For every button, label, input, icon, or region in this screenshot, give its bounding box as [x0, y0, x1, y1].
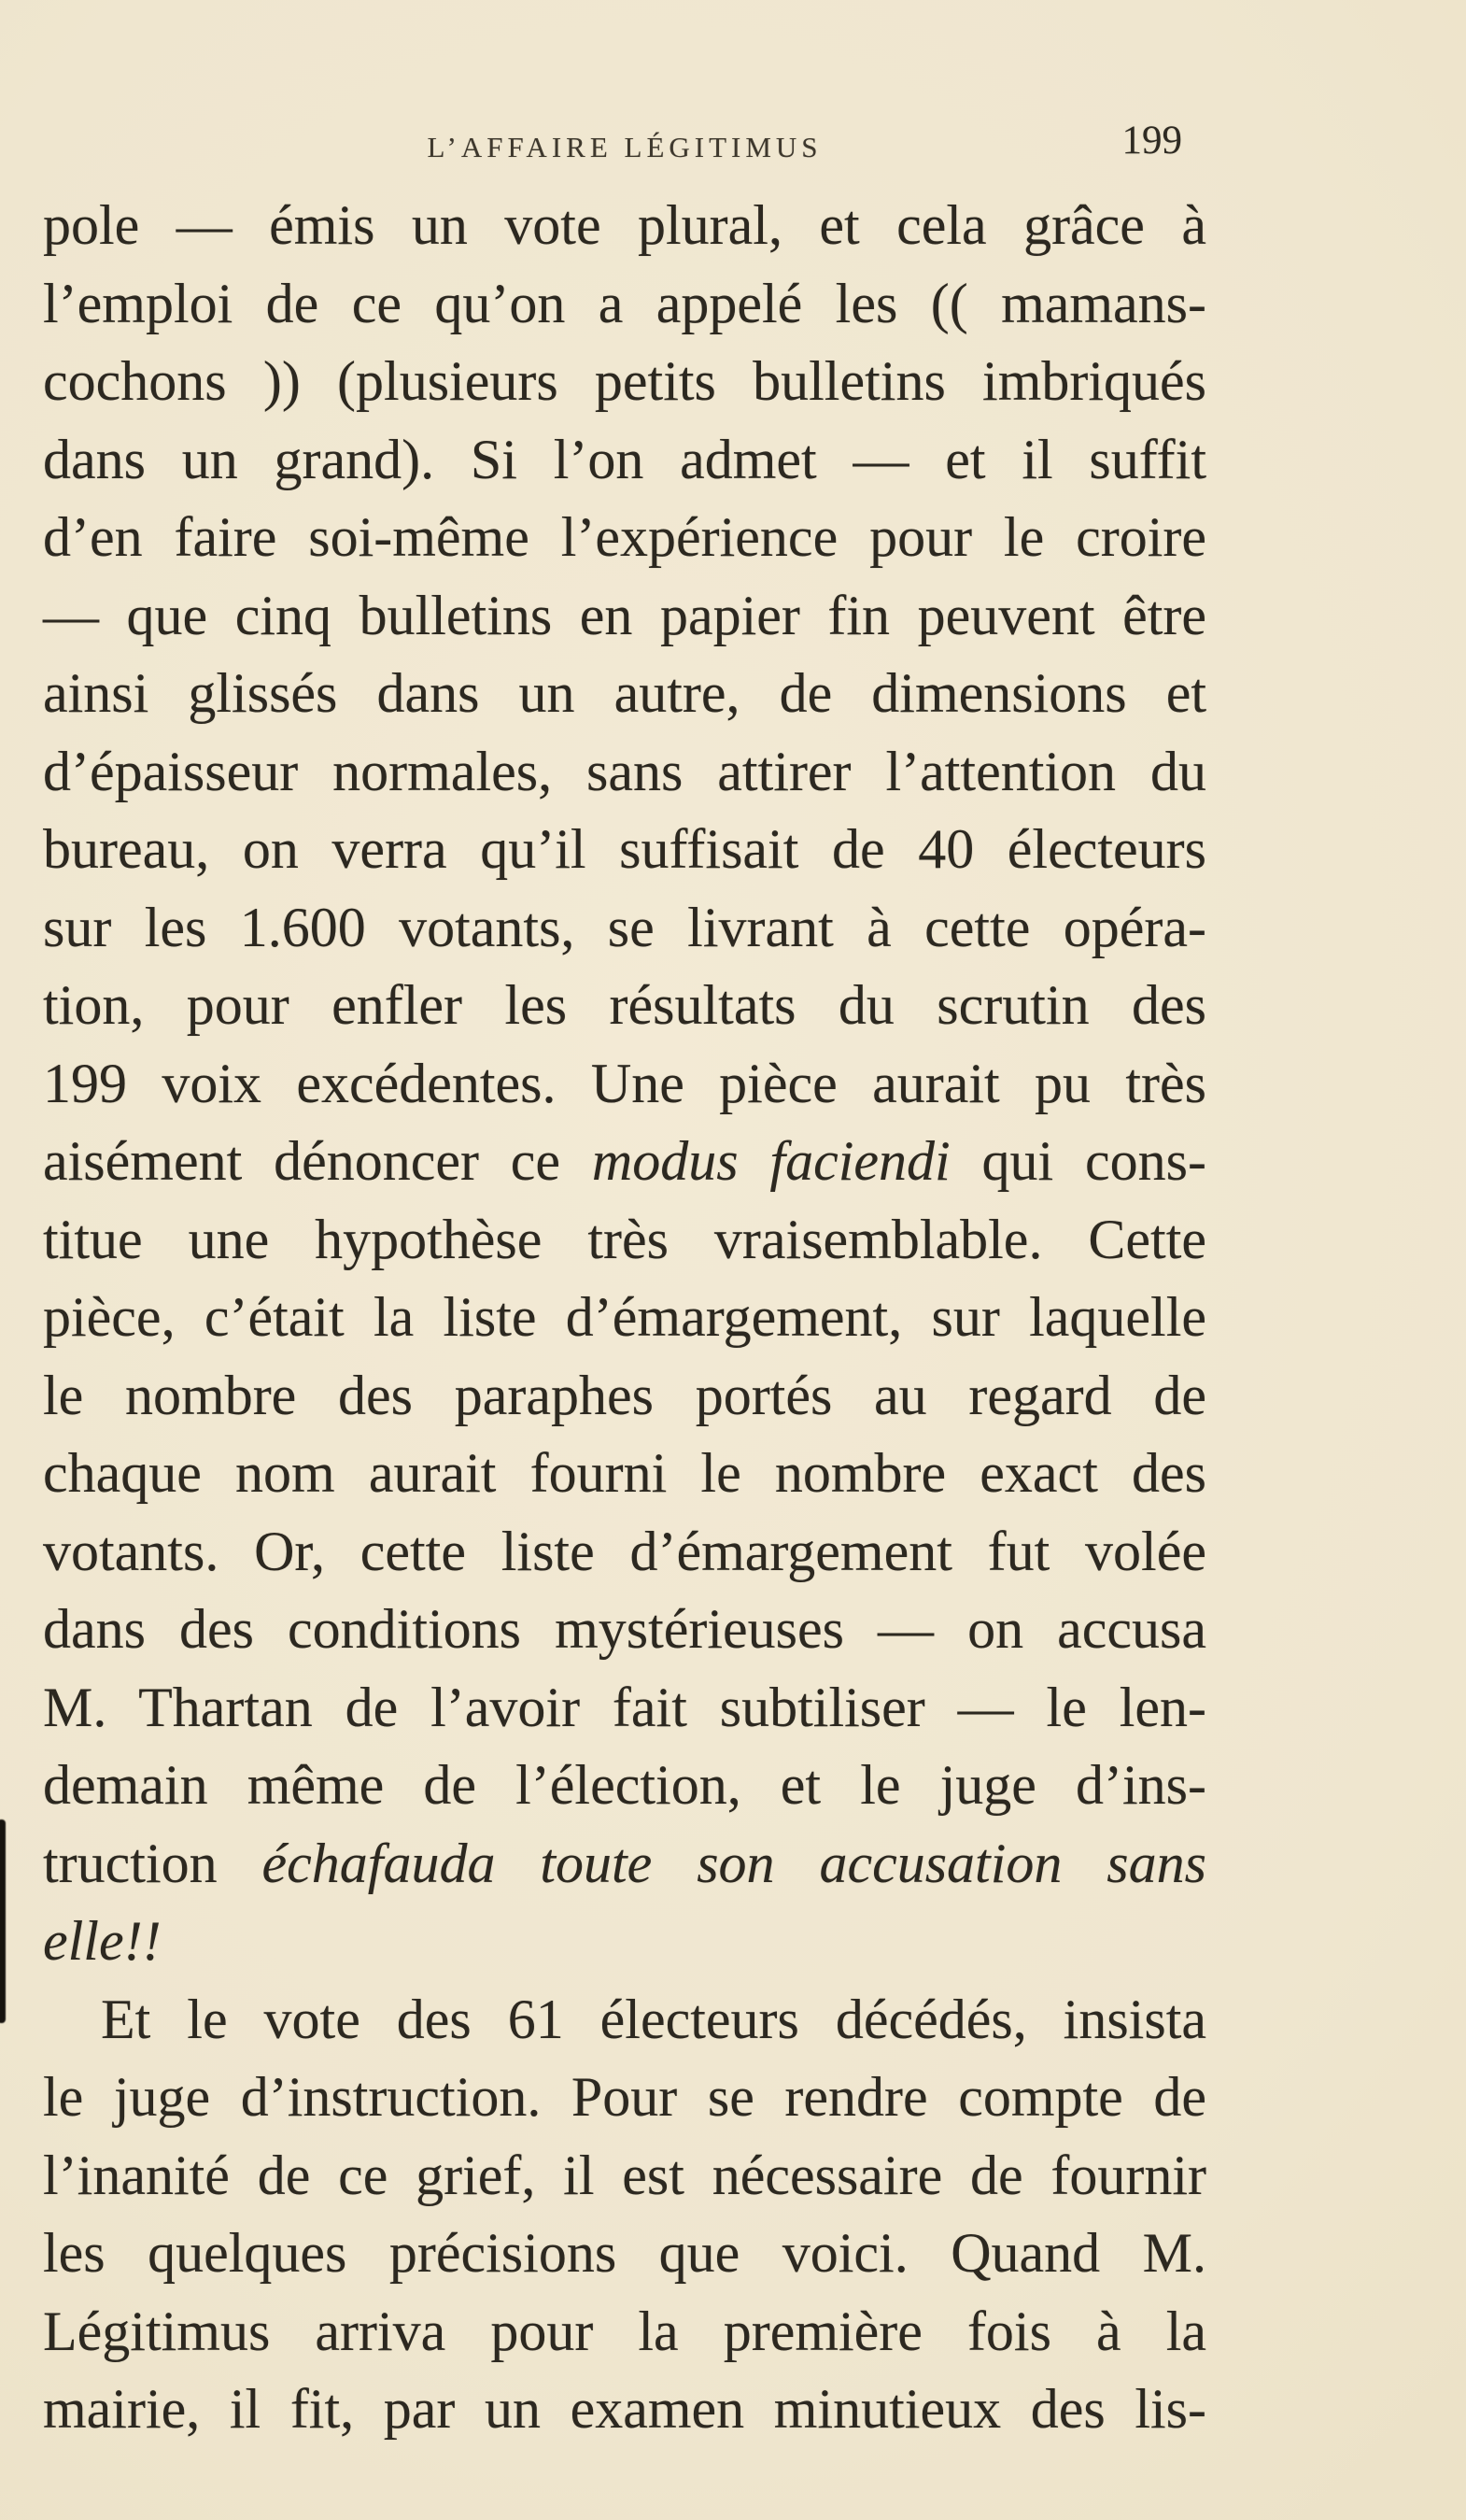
scan-artifact-mark	[0, 1819, 6, 2023]
text-segment: d’épaisseur normales, sans attirer l’attention du	[43, 740, 1206, 802]
text-segment: l’emploi de ce qu’on a appelé les (( mamans-	[43, 272, 1206, 334]
text-line	[43, 733, 1206, 812]
text-line	[43, 1669, 1206, 1748]
text-line	[43, 1201, 1206, 1280]
text-line	[43, 1513, 1206, 1592]
text-line	[43, 2293, 1206, 2371]
text-segment: aisément dénoncer ce	[43, 1130, 592, 1192]
text-line	[43, 499, 1206, 577]
text-segment: bureau, on verra qu’il suffisait de 40 électeurs	[43, 818, 1206, 880]
text-segment: demain même de l’élection, et le juge d’ins-	[43, 1754, 1206, 1816]
text-segment: — que cinq bulletins en papier fin peuvent être	[43, 584, 1206, 646]
text-segment: 199 voix excédentes. Une pièce aurait pu très	[43, 1052, 1206, 1114]
page-text	[43, 187, 1206, 2449]
text-line	[43, 187, 1206, 265]
text-line	[43, 1591, 1206, 1669]
text-line	[43, 2215, 1206, 2293]
text-segment: l’inanité de ce grief, il est nécessaire de fournir	[43, 2144, 1206, 2206]
text-line	[43, 265, 1206, 344]
text-segment: qui cons-	[950, 1130, 1207, 1192]
text-segment: les quelques précisions que voici. Quand M.	[43, 2222, 1206, 2284]
text-line	[43, 1747, 1206, 1825]
text-segment: pole — émis un vote plural, et cela grâce à	[43, 194, 1206, 256]
text-segment: chaque nom aurait fourni le nombre exact des	[43, 1442, 1206, 1504]
text-segment: Légitimus arriva pour la première fois à la	[43, 2300, 1206, 2362]
italic-text-segment: échafauda toute son accusation sans	[261, 1832, 1206, 1894]
text-segment: tion, pour enfler les résultats du scrutin des	[43, 974, 1206, 1036]
text-line	[43, 655, 1206, 733]
italic-text-segment: elle!!	[43, 1910, 162, 1972]
text-segment: mairie, il fit, par un examen minutieux des lis-	[43, 2378, 1206, 2440]
page-number: 199	[1121, 119, 1182, 163]
text-segment: titue une hypothèse très vraisemblable. Cette	[43, 1208, 1206, 1270]
running-title: L’AFFAIRE LÉGITIMUS	[427, 131, 823, 163]
text-segment: truction	[43, 1832, 262, 1894]
text-segment: le juge d’instruction. Pour se rendre compte de	[43, 2066, 1206, 2128]
text-line	[43, 421, 1206, 500]
italic-text-segment: modus faciendi	[591, 1130, 951, 1192]
text-line	[43, 2371, 1206, 2449]
text-line	[43, 2059, 1206, 2137]
text-line	[43, 1825, 1206, 1904]
text-line	[43, 1357, 1206, 1436]
text-segment: Et le vote des 61 électeurs décédés, insista	[101, 1988, 1206, 2050]
text-line	[43, 889, 1206, 968]
text-line	[43, 967, 1206, 1045]
text-segment: M. Thartan de l’avoir fait subtiliser — le len-	[43, 1676, 1206, 1738]
text-segment: pièce, c’était la liste d’émargement, sur laquelle	[43, 1286, 1206, 1348]
text-line	[43, 577, 1206, 656]
text-segment: dans des conditions mystérieuses — on accusa	[43, 1598, 1206, 1660]
text-line	[43, 1435, 1206, 1513]
text-line	[43, 1045, 1206, 1124]
text-line	[43, 343, 1206, 421]
text-segment: ainsi glissés dans un autre, de dimensions et	[43, 662, 1206, 724]
text-line	[43, 811, 1206, 889]
text-line	[43, 1279, 1206, 1357]
text-line	[43, 1903, 1206, 1981]
text-segment: le nombre des paraphes portés au regard de	[43, 1364, 1206, 1426]
text-segment: cochons )) (plusieurs petits bulletins imbriqués	[43, 350, 1206, 412]
text-segment: dans un grand). Si l’on admet — et il suffit	[43, 428, 1206, 490]
page-header	[43, 120, 1206, 179]
text-segment: d’en faire soi-même l’expérience pour le croire	[43, 506, 1206, 568]
text-line	[43, 1123, 1206, 1201]
text-line	[43, 1981, 1206, 2060]
text-line	[43, 2137, 1206, 2216]
text-segment: sur les 1.600 votants, se livrant à cette opéra-	[43, 896, 1206, 958]
text-segment: votants. Or, cette liste d’émargement fut volée	[43, 1520, 1206, 1582]
